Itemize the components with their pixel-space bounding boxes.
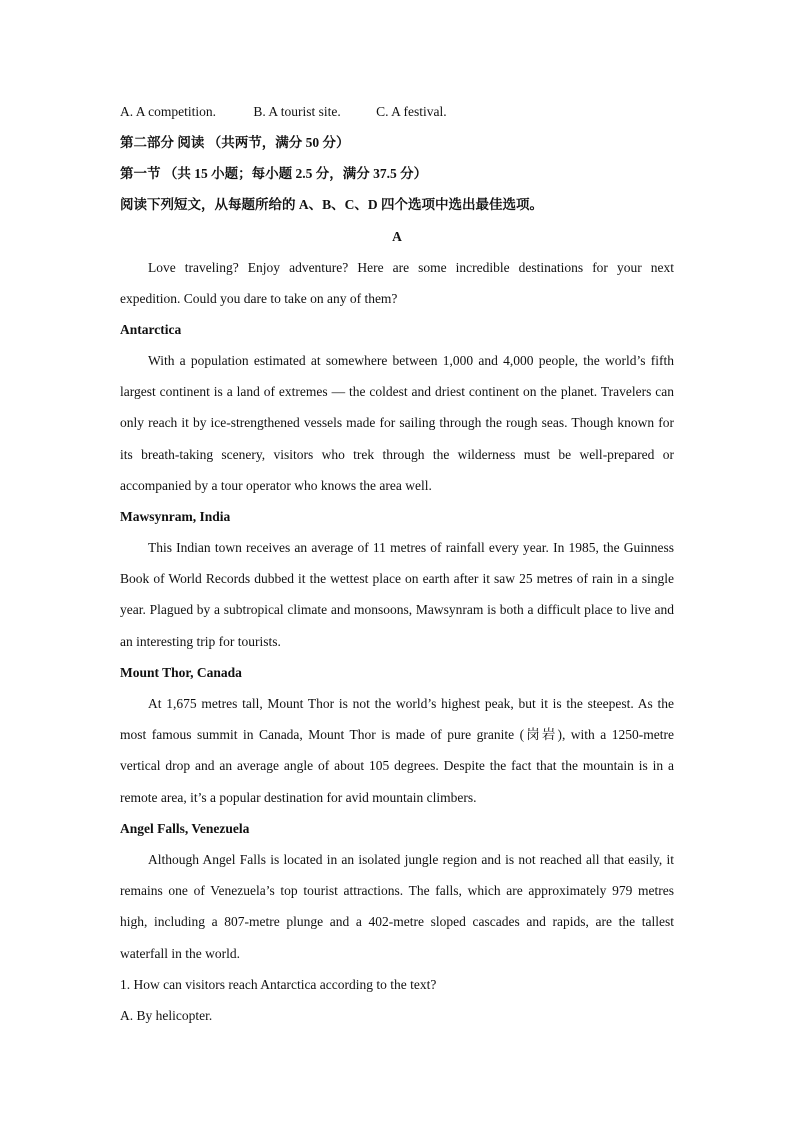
option-a: A. A competition. [120,104,216,119]
place-text-antarctica: With a population estimated at somewhere between 1,000 and 4,000 people, the world’s fifth largest continent is a land of extremes — the coldest and driest continent on the planet. Travelers can only reach it by ice-strengthened vessels made for sailing through the rough seas. Though known for its breath-taking scenery, visitors who trek through the wilderness must be well-prepared or accompanied by a tour operator who knows the area well. [120,353,674,493]
place-text-mawsynram: This Indian town receives an average of 11 metres of rainfall every year. In 1985, the Guinness Book of World Records dubbed it the wettest place on earth after it saw 25 metres of rain in a single year. Plagued by a subtropical climate and monsoons, Mawsynram is both a difficult place to live and an interesting trip for tourists. [120,540,674,649]
place-text-angel-falls: Although Angel Falls is located in an isolated jungle region and is not reached all that easily, it remains one of Venezuela’s top tourist attractions. The falls, which are approximately 979 metres high, including a 807-metre plunge and a 402-metre sloped cascades and rapids, are the tallest waterfall in the world. [120,852,674,961]
option-b: B. A tourist site. [253,104,341,119]
place-heading-mount-thor: Mount Thor, Canada [120,665,242,680]
place-heading-angel-falls: Angel Falls, Venezuela [120,821,250,836]
previous-question-options [120,96,674,127]
question-stem: 1. How can visitors reach Antarctica according to the text? [120,977,437,992]
part-heading: 第二部分 阅读 （共两节，满分 50 分） [120,135,350,150]
option-c: C. A festival. [376,104,447,119]
subsection-heading: 第一节 （共 15 小题；每小题 2.5 分，满分 37.5 分） [120,166,428,181]
instruction: 阅读下列短文，从每题所给的 A、B、C、D 四个选项中选出最佳选项。 [120,197,544,212]
place-heading-antarctica: Antarctica [120,322,182,337]
passage-label: A [392,229,402,244]
place-text-mount-thor: At 1,675 metres tall, Mount Thor is not the world’s highest peak, but it is the steepest. As the most famous summit in Canada, Mount Thor is made of pure granite (岗岩), with a 1250-metre vertical drop and an average angle of about 105 degrees. Despite the fact that the mountain is in a remote area, it’s a popular destination for avid mountain climbers. [120,696,674,805]
question-option-a: A. By helicopter. [120,1008,213,1023]
place-heading-mawsynram: Mawsynram, India [120,509,231,524]
passage-intro: Love traveling? Enjoy adventure? Here are some incredible destinations for your next expedition. Could you dare to take on any of them? [120,260,674,307]
